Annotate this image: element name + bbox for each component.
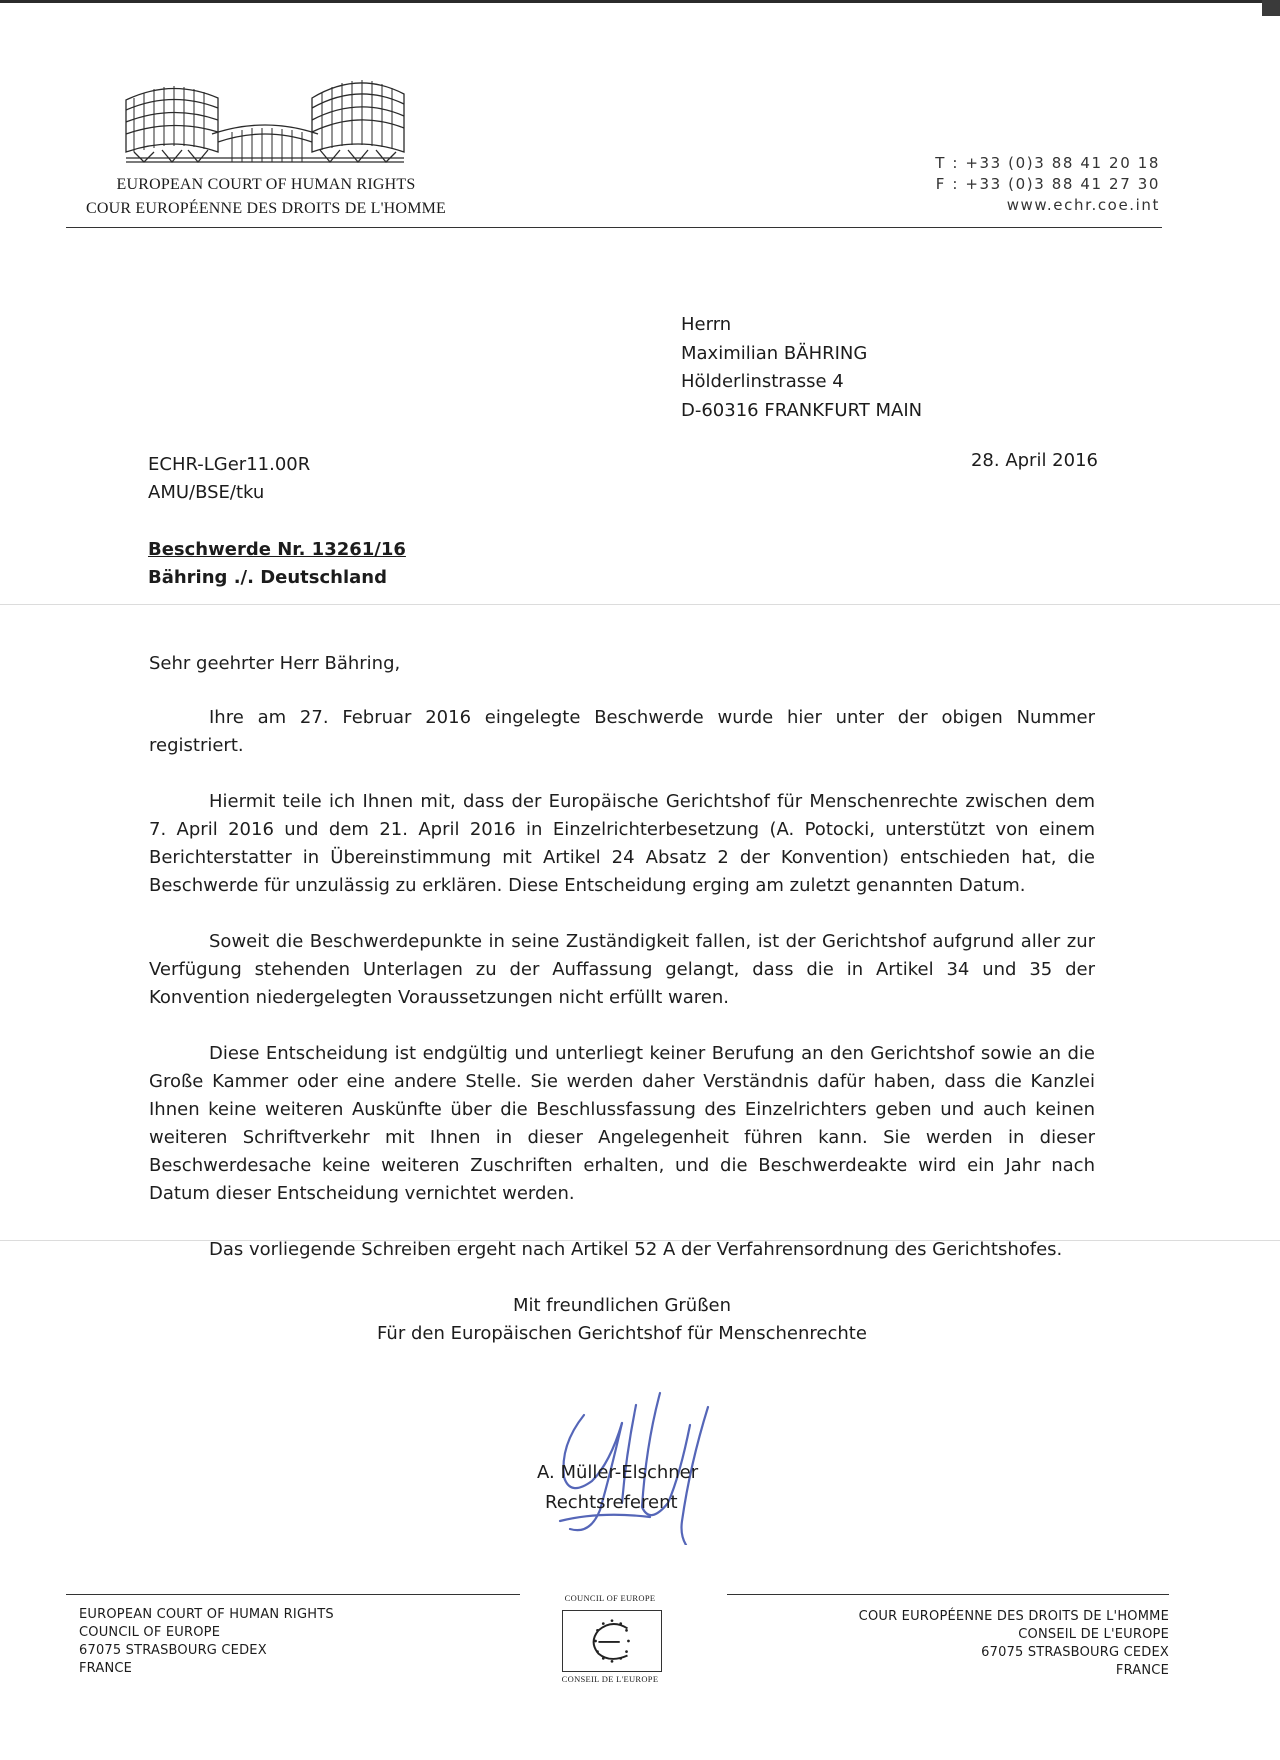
coe-label-french: CONSEIL DE L'EUROPE	[561, 1674, 659, 1684]
phone-number: T : +33 (0)3 88 41 20 18	[935, 154, 1160, 172]
footer-line: COUNCIL OF EUROPE	[79, 1625, 221, 1640]
recipient-salutation: Herrn	[681, 314, 732, 335]
subject-block	[148, 536, 406, 592]
footer-line: FRANCE	[79, 1661, 133, 1676]
footer-line: FRANCE	[1115, 1663, 1169, 1678]
closing-organisation: Für den Europäischen Gerichtshof für Menschenrechte	[377, 1323, 867, 1344]
footer-line: COUR EUROPÉENNE DES DROITS DE L'HOMME	[858, 1609, 1169, 1624]
header-divider	[66, 227, 1162, 228]
court-name-english: EUROPEAN COURT OF HUMAN RIGHTS	[116, 176, 416, 193]
reference-initials: AMU/BSE/tku	[148, 482, 265, 503]
case-number: Beschwerde Nr. 13261/16	[148, 539, 406, 560]
recipient-street: Hölderlinstrasse 4	[681, 371, 844, 392]
scan-edge	[0, 0, 1280, 3]
paragraph: Diese Entscheidung ist endgültig und unterliegt keiner Berufung an den Gerichtshof sowie an die Große Kammer oder eine andere Stelle. Sie werden daher Verständnis dafür haben, dass die Kanzlei Ihnen keine weiteren Auskünfte über die Beschlussfassung des Einzelrichters geben und auch keinen weiteren Schriftverkehr mit Ihnen in dieser Angelegenheit führen kann. Sie werden in dieser Beschwerdesache keine weiteren Zuschriften erhalten, und die Beschwerdeakte wird ein Jahr nach Datum dieser Entscheidung vernichtet werden.	[149, 1043, 1095, 1204]
footer-line: CONSEIL DE L'EUROPE	[1018, 1627, 1169, 1642]
closing-greeting: Mit freundlichen Grüßen	[512, 1295, 732, 1316]
reference-block	[148, 451, 310, 507]
reference-code: ECHR-LGer11.00R	[148, 454, 311, 475]
contact-block	[935, 153, 1160, 216]
letter-salutation: Sehr geehrter Herr Bähring,	[149, 653, 401, 674]
recipient-address	[681, 311, 922, 425]
footer-divider-right	[727, 1594, 1169, 1595]
footer-divider-left	[66, 1594, 520, 1595]
paragraph: Ihre am 27. Februar 2016 eingelegte Beschwerde wurde hier unter der obigen Nummer registriert.	[149, 707, 1095, 756]
recipient-city: D-60316 FRANKFURT MAIN	[681, 399, 923, 421]
signer-name: A. Müller-Elschner	[537, 1462, 699, 1483]
footer-address-french	[859, 1608, 1169, 1680]
court-name-french: COUR EUROPÉENNE DES DROITS DE L'HOMME	[85, 200, 447, 217]
footer-line: EUROPEAN COURT OF HUMAN RIGHTS	[79, 1607, 334, 1622]
signer-title: Rechtsreferent	[545, 1492, 678, 1513]
coe-label-english: COUNCIL OF EUROPE	[564, 1593, 656, 1603]
recipient-name: Maximilian BÄHRING	[681, 342, 868, 364]
case-parties: Bähring ./. Deutschland	[148, 567, 387, 588]
scan-corner-mark	[1262, 0, 1280, 16]
closing-block	[149, 1292, 1095, 1348]
footer-address-english	[79, 1606, 334, 1678]
footer-line: 67075 STRASBOURG CEDEX	[79, 1643, 267, 1658]
letter-body	[149, 650, 1095, 1292]
signature-block	[537, 1458, 698, 1518]
footer-line: 67075 STRASBOURG CEDEX	[981, 1645, 1169, 1660]
paragraph: Soweit die Beschwerdepunkte in seine Zuständigkeit fallen, ist der Gerichtshof aufgrund aller zur Verfügung stehenden Unterlagen zu der Auffassung gelangt, dass die in Artikel 34 und 35 der Konvention niedergelegten Voraussetzungen nicht erfüllt waren.	[149, 931, 1095, 1008]
fold-line	[0, 604, 1280, 605]
council-of-europe-emblem-icon	[562, 1610, 662, 1672]
paragraph: Hiermit teile ich Ihnen mit, dass der Europäische Gerichtshof für Menschenrechte zwischen dem 7. April 2016 und dem 21. April 2016 in Einzelrichterbesetzung (A. Potocki, unterstützt von einem Berichterstatter in Übereinstimmung mit Artikel 24 Absatz 2 der Konvention) entschieden hat, die Beschwerde für unzulässig zu erklären. Diese Entscheidung erging am zuletzt genannten Datum.	[149, 791, 1095, 896]
paragraph: Das vorliegende Schreiben ergeht nach Artikel 52 A der Verfahrensordnung des Gerichtshofes.	[209, 1239, 1063, 1260]
letter-date: 28. April 2016	[970, 450, 1098, 471]
court-building-icon	[122, 70, 408, 170]
website: www.echr.coe.int	[1006, 196, 1160, 214]
fax-number: F : +33 (0)3 88 41 27 30	[935, 175, 1160, 193]
